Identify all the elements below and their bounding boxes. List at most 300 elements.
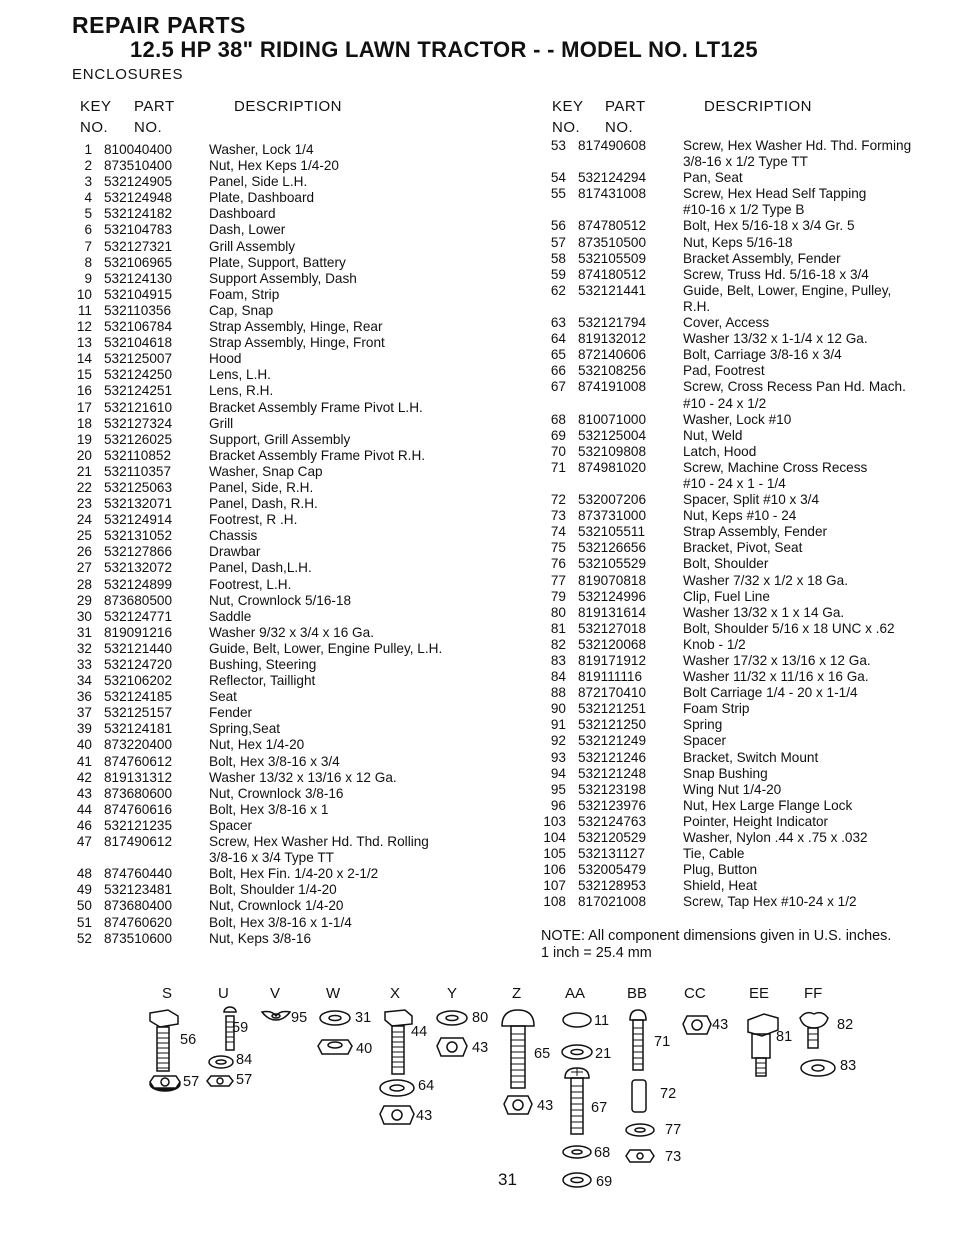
key-number: 40 bbox=[76, 737, 92, 753]
description-line: Nut, Keps #10 - 24 bbox=[683, 508, 797, 524]
part-number: 817021008 bbox=[578, 894, 647, 910]
description-line: Chassis bbox=[209, 528, 258, 544]
key-number: 54 bbox=[550, 170, 566, 186]
part-number: 532131127 bbox=[578, 846, 646, 862]
key-number: 37 bbox=[76, 705, 92, 721]
right-description-header: DESCRIPTION bbox=[704, 98, 813, 115]
description-line: Washer 13/32 x 13/16 x 12 Ga. bbox=[209, 769, 397, 785]
key-number: 36 bbox=[76, 689, 92, 705]
description-line: Bolt Carriage 1/4 - 20 x 1-1/4 bbox=[683, 685, 858, 701]
key-number: 72 bbox=[550, 492, 566, 508]
keps-nut-icon bbox=[207, 1076, 233, 1086]
part-number: 532121610 bbox=[104, 399, 173, 415]
description-line: Spacer bbox=[683, 733, 727, 749]
hex-nut-icon bbox=[318, 1040, 352, 1054]
callout-number: 83 bbox=[840, 1058, 857, 1074]
description-line: Bolt, Shoulder 5/16 x 18 UNC x .62 bbox=[683, 620, 895, 636]
description-line: Guide, Belt, Lower, Engine, Pulley, bbox=[683, 282, 892, 298]
key-number: 41 bbox=[76, 753, 92, 769]
part-number: 873680600 bbox=[104, 785, 173, 801]
group-label: U bbox=[218, 985, 229, 1002]
description-line: Strap Assembly, Hinge, Rear bbox=[209, 319, 383, 335]
description-line: Clip, Fuel Line bbox=[683, 588, 770, 604]
washer-icon bbox=[380, 1080, 414, 1096]
callout-number: 71 bbox=[654, 1034, 671, 1050]
description-line: Bolt, Hex 3/8-16 x 3/4 bbox=[209, 753, 340, 769]
group-label: V bbox=[270, 985, 281, 1002]
callout-number: 77 bbox=[665, 1122, 682, 1138]
description-line: Washer 9/32 x 3/4 x 16 Ga. bbox=[209, 624, 374, 640]
description-line: Washer, Lock 1/4 bbox=[209, 142, 314, 157]
crownlock-nut-icon bbox=[380, 1106, 414, 1124]
part-number: 874780512 bbox=[578, 218, 647, 234]
key-number: 80 bbox=[550, 604, 566, 620]
key-number: 70 bbox=[550, 443, 566, 459]
key-number: 16 bbox=[76, 383, 92, 399]
part-number: 874191008 bbox=[578, 379, 647, 395]
callout-number: 57 bbox=[236, 1072, 253, 1088]
key-number: 75 bbox=[550, 540, 566, 556]
description-line: Nut, Hex Keps 1/4-20 bbox=[209, 158, 339, 174]
part-number: 532121235 bbox=[104, 817, 173, 833]
part-number: 532125063 bbox=[104, 479, 173, 495]
key-number: 6 bbox=[84, 222, 92, 238]
part-number: 532105511 bbox=[578, 524, 646, 540]
part-number: 532124185 bbox=[104, 689, 173, 705]
description-line: Hood bbox=[209, 351, 242, 367]
part-number: 532127324 bbox=[104, 415, 173, 431]
part-number: 532121440 bbox=[104, 640, 173, 656]
plug-button-icon bbox=[563, 1013, 591, 1027]
description-line: 3/8-16 x 3/4 Type TT bbox=[209, 850, 334, 866]
description-line: Washer, Nylon .44 x .75 x .032 bbox=[683, 830, 868, 846]
description-line: Panel, Dash,L.H. bbox=[209, 560, 312, 576]
description-line: Bolt, Hex 5/16-18 x 3/4 Gr. 5 bbox=[683, 218, 855, 234]
callout-number: 82 bbox=[837, 1017, 854, 1033]
part-number: 810071000 bbox=[578, 411, 647, 427]
part-number: 819070818 bbox=[578, 572, 647, 588]
description-line: Nut, Crownlock 1/4-20 bbox=[209, 898, 344, 914]
key-number: 49 bbox=[76, 882, 92, 898]
part-number: 532106202 bbox=[104, 673, 173, 689]
group-label: Y bbox=[447, 985, 458, 1002]
part-number: 532123198 bbox=[578, 781, 647, 797]
part-number: 532124294 bbox=[578, 170, 647, 186]
part-number: 532127321 bbox=[104, 238, 173, 254]
left-key-header: KEY NO. bbox=[80, 98, 112, 136]
key-number: 4 bbox=[84, 190, 92, 206]
description-line: Nut, Hex 1/4-20 bbox=[209, 737, 305, 753]
key-number: 95 bbox=[550, 781, 566, 797]
hex-bolt-icon bbox=[385, 1010, 412, 1074]
part-number: 873731000 bbox=[578, 508, 647, 524]
key-number: 42 bbox=[76, 769, 92, 785]
part-number: 532124181 bbox=[104, 721, 173, 737]
part-number: 532124251 bbox=[104, 383, 173, 399]
part-number: 532106965 bbox=[104, 254, 173, 270]
crownlock-nut-icon bbox=[504, 1096, 532, 1114]
description-line: Foam Strip bbox=[683, 701, 750, 717]
key-number: 33 bbox=[76, 657, 92, 672]
page-title: REPAIR PARTS bbox=[72, 12, 246, 38]
key-number: 67 bbox=[550, 379, 566, 395]
description-line: Footrest, L.H. bbox=[209, 576, 292, 592]
key-number: 81 bbox=[550, 620, 566, 636]
description-line: Bolt, Shoulder 1/4-20 bbox=[209, 882, 337, 898]
description-line: Panel, Side L.H. bbox=[209, 174, 308, 190]
description-line: Shield, Heat bbox=[683, 878, 758, 894]
description-line: Nut, Hex Large Flange Lock bbox=[683, 797, 853, 813]
description-line: Lens, L.H. bbox=[209, 367, 271, 383]
description-line: Nut, Crownlock 3/8-16 bbox=[209, 785, 344, 801]
washer-icon bbox=[437, 1011, 467, 1025]
description-line: Pointer, Height Indicator bbox=[683, 813, 829, 829]
crownlock-nut-icon bbox=[437, 1038, 467, 1056]
key-number: 62 bbox=[550, 282, 566, 298]
key-number: 88 bbox=[550, 685, 566, 701]
callout-number: 21 bbox=[595, 1046, 612, 1062]
part-number: 874180512 bbox=[578, 266, 647, 282]
part-number: 532126025 bbox=[104, 431, 173, 447]
key-number: 50 bbox=[76, 898, 92, 914]
description-line: Bracket Assembly, Fender bbox=[683, 250, 841, 266]
callout-number: 68 bbox=[594, 1145, 611, 1161]
description-line: Reflector, Taillight bbox=[209, 673, 316, 689]
description-line: Plug, Button bbox=[683, 862, 758, 878]
key-number: 11 bbox=[77, 302, 92, 318]
part-number: 532121249 bbox=[578, 733, 647, 749]
key-number: 82 bbox=[550, 636, 566, 652]
description-line: #10-16 x 1/2 Type B bbox=[683, 202, 805, 218]
part-number: 532007206 bbox=[578, 492, 647, 508]
key-number: 29 bbox=[76, 592, 92, 608]
part-number: 819171912 bbox=[578, 653, 647, 668]
description-line: 3/8-16 x 1/2 Type TT bbox=[683, 154, 808, 170]
description-line: Knob - 1/2 bbox=[683, 636, 746, 652]
description-line: Spring bbox=[683, 717, 723, 733]
part-number: 817490612 bbox=[104, 834, 173, 850]
key-number: 73 bbox=[550, 508, 566, 524]
callout-number: 67 bbox=[591, 1100, 608, 1116]
description-line: Cap, Snap bbox=[209, 302, 274, 318]
section-heading: ENCLOSURES bbox=[72, 66, 184, 83]
key-number: 48 bbox=[76, 866, 92, 882]
key-number: 13 bbox=[76, 335, 92, 351]
description-line: Screw, Hex Head Self Tapping bbox=[683, 186, 867, 202]
part-number: 532121246 bbox=[578, 749, 647, 765]
knob-icon bbox=[800, 1013, 828, 1048]
washer-icon bbox=[209, 1056, 233, 1068]
part-number: 817490608 bbox=[578, 138, 647, 153]
callout-number: 43 bbox=[537, 1098, 554, 1114]
key-number: 55 bbox=[550, 186, 566, 202]
part-number: 532125157 bbox=[104, 705, 173, 721]
part-number: 873510400 bbox=[104, 158, 173, 174]
description-line: Washer 13/32 x 1-1/4 x 12 Ga. bbox=[683, 331, 868, 347]
part-number: 873680500 bbox=[104, 592, 173, 608]
part-number: 532127866 bbox=[104, 544, 173, 560]
part-number: 532124763 bbox=[578, 813, 647, 829]
part-number: 874981020 bbox=[578, 459, 647, 475]
key-number: 79 bbox=[550, 588, 566, 604]
key-number: 1 bbox=[84, 142, 92, 157]
description-line: R.H. bbox=[683, 298, 711, 314]
key-number: 5 bbox=[84, 206, 92, 222]
description-line: Washer 17/32 x 13/16 x 12 Ga. bbox=[683, 653, 871, 668]
description-line: Footrest, R .H. bbox=[209, 512, 298, 528]
description-line: Bracket Assembly Frame Pivot R.H. bbox=[209, 447, 426, 463]
description-line: Screw, Hex Washer Hd. Thd. Rolling bbox=[209, 834, 429, 850]
part-number: 532124182 bbox=[104, 206, 173, 222]
description-line: Saddle bbox=[209, 608, 252, 624]
callout-number: 57 bbox=[183, 1074, 200, 1090]
callout-number: 73 bbox=[665, 1149, 682, 1165]
callout-number: 81 bbox=[776, 1029, 793, 1045]
part-number: 532110356 bbox=[104, 302, 172, 318]
callout-number: 40 bbox=[356, 1041, 373, 1057]
key-number: 91 bbox=[550, 717, 566, 733]
key-number: 94 bbox=[550, 765, 566, 781]
part-number: 532132072 bbox=[104, 560, 173, 576]
key-number: 104 bbox=[543, 830, 566, 846]
group-label: Z bbox=[512, 985, 522, 1002]
group-label: BB bbox=[627, 985, 648, 1002]
key-number: 92 bbox=[550, 733, 566, 749]
key-number: 71 bbox=[550, 459, 566, 475]
part-number: 532124720 bbox=[104, 657, 173, 672]
description-line: Washer 11/32 x 11/16 x 16 Ga. bbox=[683, 669, 869, 685]
description-line: Dashboard bbox=[209, 206, 276, 222]
callout-number: 56 bbox=[180, 1032, 197, 1048]
washer-icon bbox=[801, 1060, 835, 1076]
shoulder-bolt-icon bbox=[748, 1014, 778, 1076]
description-line: Screw, Truss Hd. 5/16-18 x 3/4 bbox=[683, 266, 869, 282]
callout-number: 95 bbox=[291, 1010, 308, 1026]
key-number: 66 bbox=[550, 363, 566, 379]
description-line: Bushing, Steering bbox=[209, 657, 317, 672]
part-number: 532126656 bbox=[578, 540, 647, 556]
description-line: Washer, Lock #10 bbox=[683, 411, 792, 427]
part-number: 819131614 bbox=[578, 604, 647, 620]
description-line: Washer, Snap Cap bbox=[209, 463, 323, 479]
description-line: Washer 13/32 x 1 x 14 Ga. bbox=[683, 604, 845, 620]
part-number: 819091216 bbox=[104, 624, 173, 640]
key-number: 56 bbox=[550, 218, 566, 234]
description-line: Bracket Assembly Frame Pivot L.H. bbox=[209, 399, 423, 415]
description-line: Screw, Machine Cross Recess bbox=[683, 459, 868, 475]
key-number: 15 bbox=[76, 367, 92, 383]
page-number: 31 bbox=[498, 1170, 517, 1189]
key-number: 53 bbox=[550, 138, 566, 153]
description-line: Panel, Side, R.H. bbox=[209, 479, 314, 495]
description-line: Pan, Seat bbox=[683, 170, 743, 186]
key-number: 64 bbox=[550, 331, 566, 347]
part-number: 874760620 bbox=[104, 914, 173, 930]
key-number: 12 bbox=[76, 319, 92, 335]
right-part-header: PART NO. bbox=[605, 98, 646, 136]
machine-screw-icon bbox=[630, 1010, 646, 1070]
description-line: Bolt, Hex Fin. 1/4-20 x 2-1/2 bbox=[209, 866, 379, 882]
part-number: 874760612 bbox=[104, 753, 173, 769]
washer-icon bbox=[320, 1011, 350, 1025]
description-line: Plate, Support, Battery bbox=[209, 254, 346, 270]
part-number: 819131312 bbox=[104, 769, 173, 785]
key-number: 21 bbox=[76, 463, 92, 479]
key-number: 39 bbox=[76, 721, 92, 737]
part-number: 874760616 bbox=[104, 801, 173, 817]
lock-washer-icon bbox=[563, 1146, 591, 1158]
part-number: 532121250 bbox=[578, 717, 647, 733]
description-line: #10 - 24 x 1 - 1/4 bbox=[683, 475, 786, 491]
group-label: S bbox=[162, 985, 173, 1002]
part-number: 532106784 bbox=[104, 319, 173, 335]
part-number: 532121251 bbox=[578, 701, 647, 717]
description-line: Seat bbox=[209, 689, 237, 705]
part-number: 532124130 bbox=[104, 270, 173, 286]
key-number: 108 bbox=[543, 894, 566, 910]
key-number: 27 bbox=[76, 560, 92, 576]
carriage-bolt-icon bbox=[502, 1010, 534, 1088]
key-number: 77 bbox=[550, 572, 566, 588]
description-line: Bracket, Pivot, Seat bbox=[683, 540, 803, 556]
key-number: 34 bbox=[76, 673, 92, 689]
key-number: 31 bbox=[76, 624, 92, 640]
description-line: Grill bbox=[209, 415, 234, 431]
callout-number: 11 bbox=[594, 1013, 610, 1029]
callout-number: 69 bbox=[596, 1174, 613, 1190]
description-line: Bolt, Hex 3/8-16 x 1 bbox=[209, 801, 329, 817]
description-line: Foam, Strip bbox=[209, 286, 280, 302]
keps-nut-icon bbox=[626, 1150, 654, 1162]
callout-number: 72 bbox=[660, 1086, 677, 1102]
right-key-header: KEY NO. bbox=[552, 98, 584, 136]
description-line: Bolt, Hex 3/8-16 x 1-1/4 bbox=[209, 914, 352, 930]
crownlock-nut-icon bbox=[683, 1016, 711, 1034]
callout-number: 64 bbox=[418, 1078, 435, 1094]
dimension-note: NOTE: All component dimensions given in U.S. inches. 1 inch = 25.4 mm bbox=[541, 928, 892, 961]
key-number: 59 bbox=[550, 266, 566, 282]
callout-number: 31 bbox=[355, 1010, 372, 1026]
part-number: 532121441 bbox=[578, 282, 647, 298]
part-number: 532123976 bbox=[578, 797, 647, 813]
part-number: 532108256 bbox=[578, 363, 647, 379]
part-number: 532131052 bbox=[104, 528, 173, 544]
description-line: Bolt, Carriage 3/8-16 x 3/4 bbox=[683, 347, 842, 363]
part-number: 532121248 bbox=[578, 765, 647, 781]
part-number: 532124914 bbox=[104, 512, 173, 528]
group-label: W bbox=[326, 985, 341, 1002]
group-label: EE bbox=[749, 985, 770, 1002]
keps-nut-icon bbox=[150, 1076, 180, 1091]
key-number: 65 bbox=[550, 347, 566, 363]
key-number: 2 bbox=[84, 158, 92, 174]
callout-number: 43 bbox=[416, 1108, 433, 1124]
key-number: 24 bbox=[76, 512, 92, 528]
description-line: Drawbar bbox=[209, 544, 261, 560]
part-number: 819132012 bbox=[578, 331, 647, 347]
key-number: 20 bbox=[76, 447, 92, 463]
part-number: 532105529 bbox=[578, 556, 647, 572]
key-number: 44 bbox=[76, 801, 92, 817]
wing-nut-icon bbox=[262, 1012, 290, 1021]
part-number: 532128953 bbox=[578, 878, 647, 894]
key-number: 18 bbox=[76, 415, 92, 431]
description-line: Tie, Cable bbox=[683, 846, 745, 862]
description-line: Dash, Lower bbox=[209, 222, 286, 238]
key-number: 69 bbox=[550, 427, 566, 443]
key-number: 68 bbox=[550, 411, 566, 427]
key-number: 9 bbox=[84, 270, 92, 286]
description-line: Screw, Cross Recess Pan Hd. Mach. bbox=[683, 379, 906, 395]
description-line: Plate, Dashboard bbox=[209, 190, 315, 206]
part-number: 532120068 bbox=[578, 636, 647, 652]
callout-number: 80 bbox=[472, 1010, 489, 1026]
part-number: 873680400 bbox=[104, 898, 173, 914]
description-line: Screw, Hex Washer Hd. Thd. Forming bbox=[683, 138, 912, 153]
part-number: 532132071 bbox=[104, 496, 173, 512]
key-number: 76 bbox=[550, 556, 566, 572]
key-number: 52 bbox=[76, 930, 92, 946]
key-number: 93 bbox=[550, 749, 566, 765]
callout-number: 59 bbox=[232, 1020, 249, 1036]
description-line: Cover, Access bbox=[683, 315, 770, 331]
description-line: Snap Bushing bbox=[683, 765, 768, 781]
part-number: 532109808 bbox=[578, 443, 647, 459]
key-number: 46 bbox=[76, 817, 92, 833]
key-number: 51 bbox=[76, 914, 92, 930]
weld-nut-icon bbox=[563, 1173, 591, 1187]
key-number: 25 bbox=[76, 528, 92, 544]
key-number: 47 bbox=[76, 834, 92, 850]
key-number: 14 bbox=[76, 351, 92, 367]
part-number: 874760440 bbox=[104, 866, 173, 882]
part-number: 872170410 bbox=[578, 685, 647, 701]
key-number: 28 bbox=[76, 576, 92, 592]
description-line: Spring,Seat bbox=[209, 721, 281, 737]
pan-head-screw-icon bbox=[565, 1068, 589, 1134]
part-number: 819111116 bbox=[578, 669, 643, 685]
key-number: 23 bbox=[76, 496, 92, 512]
part-number: 532123481 bbox=[104, 882, 173, 898]
key-number: 103 bbox=[543, 813, 566, 829]
part-number: 873510600 bbox=[104, 930, 173, 946]
description-line: Grill Assembly bbox=[209, 238, 296, 254]
key-number: 8 bbox=[84, 254, 92, 270]
part-number: 532127018 bbox=[578, 620, 647, 636]
description-line: Support Assembly, Dash bbox=[209, 270, 357, 286]
washer-icon bbox=[562, 1045, 592, 1059]
description-line: Nut, Crownlock 5/16-18 bbox=[209, 592, 352, 608]
part-number: 532124996 bbox=[578, 588, 647, 604]
part-number: 532104618 bbox=[104, 335, 173, 351]
description-line: Bracket, Switch Mount bbox=[683, 749, 819, 765]
left-part-header: PART NO. bbox=[134, 98, 175, 136]
key-number: 30 bbox=[76, 608, 92, 624]
part-number: 532124250 bbox=[104, 367, 173, 383]
description-line: Strap Assembly, Hinge, Front bbox=[209, 335, 385, 351]
page-subtitle: 12.5 HP 38" RIDING LAWN TRACTOR - - MODEL NO. LT125 bbox=[130, 37, 758, 62]
key-number: 96 bbox=[550, 797, 566, 813]
part-number: 532125007 bbox=[104, 351, 173, 367]
description-line: Support, Grill Assembly bbox=[209, 431, 351, 447]
key-number: 105 bbox=[543, 846, 566, 862]
key-number: 63 bbox=[550, 315, 566, 331]
part-number: 532005479 bbox=[578, 862, 647, 878]
group-label: CC bbox=[684, 985, 706, 1002]
part-number: 532120529 bbox=[578, 830, 647, 846]
description-line: Guide, Belt, Lower, Engine Pulley, L.H. bbox=[209, 640, 443, 656]
part-number: 532124771 bbox=[104, 608, 173, 624]
